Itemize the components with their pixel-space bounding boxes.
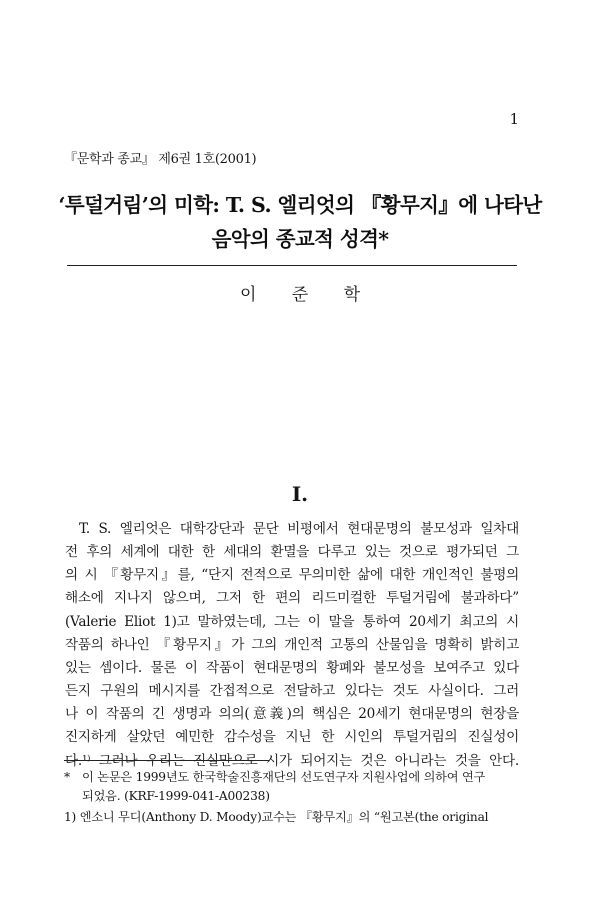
paragraph-line: 다.¹⁾ 그러나 우리는 진실만으로 시가 되어지는 것은 아니라는 것을 안다. <box>65 752 519 769</box>
paragraph-line: (Valerie Eliot 1)고 말하였는데, 그는 이 말을 통하여 20세기 최고의 시 <box>65 613 519 630</box>
page-number: 1 <box>509 110 519 128</box>
paragraph-line: 해소에 지나지 않으며, 그저 한 편의 리드미컬한 투덜거림에 불과하다” <box>65 590 519 607</box>
paragraph-line: 든지 구원의 메시지를 간접적으로 전달하고 있다는 것도 사실이다. 그러 <box>65 683 519 700</box>
paragraph-line: 작품의 하나인 『황무지』가 그의 개인적 고통의 산물임을 명확히 밝히고 <box>65 636 519 653</box>
author-name: 이 준 학 <box>239 285 361 305</box>
paragraph-line: 나 이 작품의 긴 생명과 의의(意義)의 핵심은 20세기 현대문명의 현장을 <box>65 706 519 723</box>
footnote-star-mark: * <box>64 770 70 784</box>
title-divider <box>67 265 517 266</box>
footnote-1: 1) 엔소니 무디(Anthony D. Moody)교수는 『황무지』의 “원고본(the original <box>64 810 489 824</box>
footnote-star <box>64 768 520 806</box>
paragraph-line: 진지하게 살았던 예민한 감수성을 지닌 한 시인의 투덜거림의 진실성이 <box>65 729 519 746</box>
section-heading: I. <box>291 482 309 506</box>
paragraph-line: 의 시 『황무지』를, “단지 전적으로 무의미한 삶에 대한 개인적인 불평의 <box>65 567 519 584</box>
body-paragraph <box>65 518 519 773</box>
article-title-line-2: 음악의 종교적 성격* <box>211 227 389 251</box>
footnote-star-text-cont: 되었음. (KRF-1999-041-A00238) <box>82 789 270 803</box>
footnote-star-text: 이 논문은 1999년도 한국학술진흥재단의 선도연구자 지원사업에 의하여 연구 <box>82 770 486 784</box>
paragraph-line: T. S. 엘리엇은 대학강단과 문단 비평에서 현대문명의 불모성과 일차대 <box>79 521 519 537</box>
paragraph-line: 있는 셈이다. 물론 이 작품이 현대문명의 황폐와 불모성을 보여주고 있다 <box>65 659 519 676</box>
footnote-divider <box>64 760 269 761</box>
journal-citation: 『문학과 종교』 제6권 1호(2001) <box>64 152 257 167</box>
paragraph-line: 전 후의 세계에 대한 한 세대의 환멸을 다루고 있는 것으로 평가되던 그 <box>65 544 519 561</box>
article-title-line-1: ‘투덜거림’의 미학: T. S. 엘리엇의 『황무지』에 나타난 <box>58 193 542 217</box>
